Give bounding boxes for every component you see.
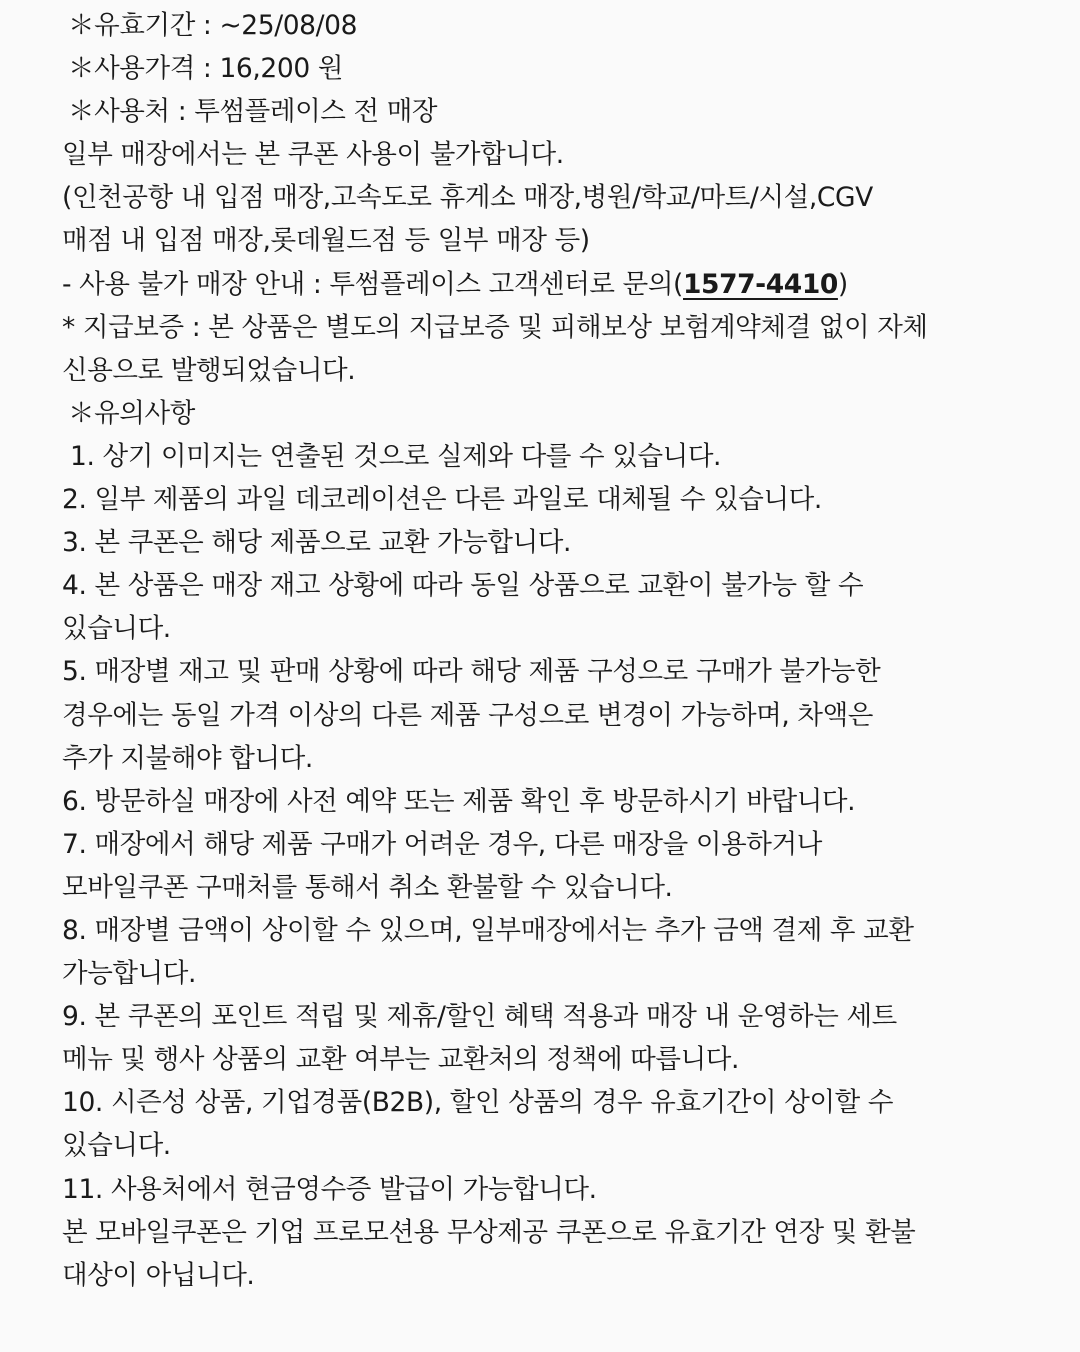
- note-line: 3. 본 쿠폰은 해당 제품으로 교환 가능합니다.: [62, 527, 572, 559]
- note-line: 1. 상기 이미지는 연출된 것으로 실제와 다를 수 있습니다.: [70, 440, 722, 472]
- note-line: 모바일쿠폰 구매처를 통해서 취소 환불할 수 있습니다.: [62, 871, 673, 903]
- note-line: 메뉴 및 행사 상품의 교환 여부는 교환처의 정책에 따릅니다.: [62, 1044, 739, 1076]
- guarantee-line: * 지급보증 : 본 상품은 별도의 지급보증 및 피해보상 보험계약체결 없이 자체: [62, 311, 928, 343]
- note-line: 대상이 아닙니다.: [62, 1259, 255, 1291]
- note-line: 8. 매장별 금액이 상이할 수 있으며, 일부매장에서는 추가 금액 결제 후 교환: [62, 914, 914, 946]
- note-line: 6. 방문하실 매장에 사전 예약 또는 제품 확인 후 방문하시기 바랍니다.: [62, 785, 856, 817]
- note-line: 9. 본 쿠폰의 포인트 적립 및 제휴/할인 혜택 적용과 매장 내 운영하는 세트: [62, 1001, 897, 1033]
- coupon-terms-document: [62, 4, 1074, 1297]
- note-line: 5. 매장별 재고 및 판매 상황에 따라 해당 제품 구성으로 구매가 불가능한: [62, 656, 881, 688]
- place-line: ＊사용처 : 투썸플레이스 전 매장: [68, 96, 438, 128]
- note-line: 11. 사용처에서 현금영수증 발급이 가능합니다.: [62, 1173, 597, 1205]
- note-line: 본 모바일쿠폰은 기업 프로모션용 무상제공 쿠폰으로 유효기간 연장 및 환불: [62, 1216, 916, 1248]
- guarantee-line: 신용으로 발행되었습니다.: [62, 354, 356, 386]
- note-line: 4. 본 상품은 매장 재고 상황에 따라 동일 상품으로 교환이 불가능 할 수: [62, 570, 864, 602]
- inquiry-prefix: - 사용 불가 매장 안내 : 투썸플레이스 고객센터로 문의(: [62, 268, 683, 300]
- restriction-line: (인천공항 내 입점 매장,고속도로 휴게소 매장,병원/학교/마트/시설,CGV: [62, 182, 873, 214]
- note-line: 있습니다.: [62, 1130, 171, 1162]
- note-line: 10. 시즌성 상품, 기업경품(B2B), 할인 상품의 경우 유효기간이 상이할 수: [62, 1087, 894, 1119]
- restriction-line: 일부 매장에서는 본 쿠폰 사용이 불가합니다.: [62, 139, 564, 171]
- note-line: 있습니다.: [62, 613, 171, 645]
- notes-heading: ＊유의사항: [68, 397, 195, 429]
- inquiry-suffix: ): [837, 268, 848, 300]
- restriction-line: 매점 내 입점 매장,롯데월드점 등 일부 매장 등): [62, 225, 590, 257]
- note-line: 7. 매장에서 해당 제품 구매가 어려운 경우, 다른 매장을 이용하거나: [62, 828, 822, 860]
- note-line: 가능합니다.: [62, 958, 197, 990]
- price-line: ＊사용가격 : 16,200 원: [68, 53, 344, 85]
- note-line: 추가 지불해야 합니다.: [62, 742, 313, 774]
- validity-line: ＊유효기간 : ~25/08/08: [68, 10, 358, 41]
- note-line: 경우에는 동일 가격 이상의 다른 제품 구성으로 변경이 가능하며, 차액은: [62, 699, 874, 731]
- inquiry-line: [62, 263, 1074, 306]
- note-line: 2. 일부 제품의 과일 데코레이션은 다른 과일로 대체될 수 있습니다.: [62, 484, 822, 516]
- phone-link[interactable]: 1577-4410: [683, 268, 838, 300]
